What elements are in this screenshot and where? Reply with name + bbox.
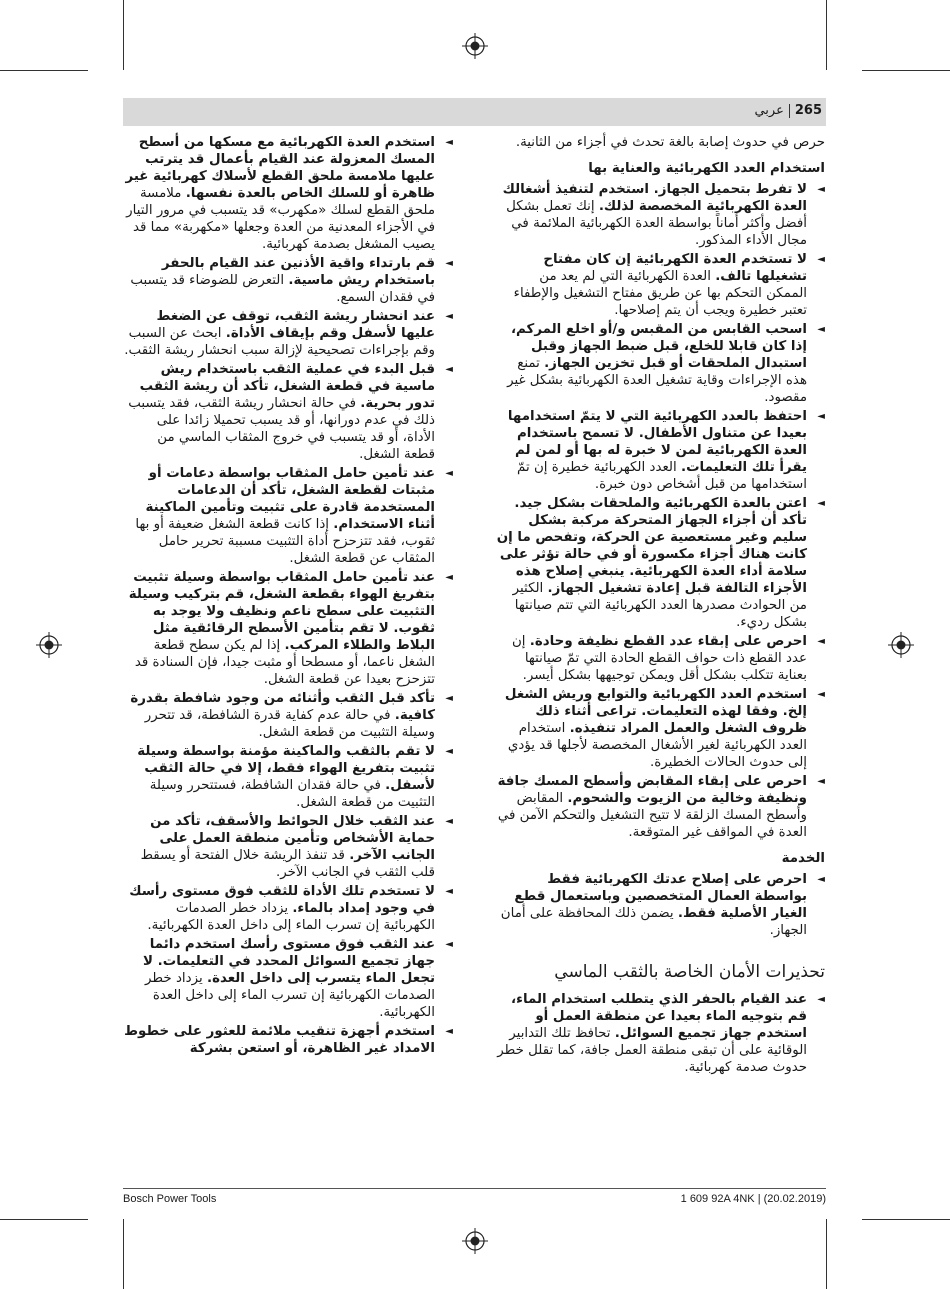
- right-column: [495, 134, 825, 1078]
- crop-mark-top-h-left: [0, 70, 88, 71]
- list-item: [123, 1023, 453, 1057]
- footer-doc-code: 1 609 92A 4NK | (20.02.2019): [680, 1193, 826, 1205]
- item-warning-bold: احرص على إبقاء المقابض وأسطح المسك جافة ونظيفة وخالية من الزيوت والشحوم.: [497, 774, 807, 806]
- registration-mark-top-icon: [462, 33, 488, 59]
- item-explanation: تحافظ تلك التدابير الوقائية على أن تبقى منطقة العمل جافة، كما تقلل خطر حدوث صدمة كهربائية.: [497, 1026, 807, 1075]
- list-item: [495, 495, 825, 631]
- item-explanation: العدة الكهربائية التي لم يعد من الممكن التحكم بها عن طريق مفتاح التشغيل والإطفاء تعتبر خطيرة ويجب أن يتم إصلاحها.: [513, 269, 807, 318]
- item-explanation: في حالة فقدان الشافطة، فستتحرر وسيلة التثبيت من قطعة الشغل.: [149, 778, 435, 810]
- item-warning-bold: استخدم العدد الكهربائية والتوابع وريش الشغل إلخ. وفقا لهذه التعليمات. تراعى أثناء ذلك ظروف الشغل والعمل المراد تنفيذه.: [504, 687, 807, 736]
- item-explanation: يزداد خطر الصدمات الكهربائية إن تسرب الماء إلى داخل العدة الكهربائية.: [145, 971, 435, 1020]
- item-warning-bold: عند تأمين حامل المثقاب بواسطة وسيلة تثبيت بتفريغ الهواء بقطعة الشغل، قم بتركيب وسيلة التثبيت على سطح ناعم ونظيف ولا يوجد به ثقوب. لا تقم بتأمين الأسطح الرقائقية مثل البلاط والطلاء المركب.: [128, 570, 435, 653]
- list-item: [495, 251, 825, 319]
- item-warning-bold: لا تقم بالثقب والماكينة مؤمنة بواسطة وسيلة تثبيت بتفريغ الهواء فقط، إلا في حالة الثقب لأسفل.: [137, 744, 435, 793]
- list-item: [495, 871, 825, 939]
- item-explanation: يضمن ذلك المحافظة على أمان الجهاز.: [500, 906, 807, 938]
- item-explanation: المقابض وأسطح المسك الزلقة لا تتيح التشغيل والتحكم الآمن في العدة في المواقف غير المتوقعة.: [497, 791, 807, 840]
- crop-mark-bottom-h-left: [0, 1219, 88, 1220]
- list-item: [495, 686, 825, 771]
- item-warning-bold: احرص على إصلاح عدتك الكهربائية فقط بواسطة العمال المتخصصين وباستعمال قطع الغيار الأصلية فقط.: [514, 872, 807, 921]
- left-column: [123, 134, 453, 1059]
- header-language: عربي: [754, 103, 784, 118]
- item-explanation: يزداد خطر الصدمات الكهربائية إن تسرب الماء إلى داخل العدة الكهربائية.: [147, 901, 435, 933]
- item-warning-bold: عند الثقب فوق مستوى رأسك استخدم دائما جهاز تجميع السوائل المحدد في التعليمات. لا تجعل الماء يتسرب إلى داخل العدة.: [143, 937, 435, 986]
- item-warning-bold: عند القيام بالحفر الذي يتطلب استخدام الماء، قم بتوجيه الماء بعيدا عن منطقة العمل أو استخدم جهاز تجميع السوائل.: [511, 992, 807, 1041]
- item-warning-bold: عند تأمين حامل المثقاب بواسطة دعامات أو مثبتات لقطعة الشغل، تأكد أن الدعامات المستخدمة قادرة على تثبيت وتأمين الماكينة أثناء الاستخدام.: [145, 466, 435, 532]
- item-explanation: تمنع هذه الإجراءات وقاية تشغيل العدة الكهربائية بشكل غير مقصود.: [507, 356, 807, 405]
- item-warning-bold: لا تستخدم العدة الكهربائية إن كان مفتاح تشغيلها تالف.: [543, 252, 807, 284]
- list-item: [123, 690, 453, 741]
- list-item: [495, 321, 825, 406]
- item-explanation: إن عدد القطع ذات حواف القطع الحادة التي تمّ صيانتها بعناية تتكلب بشكل أقل ويمكن توجيهها بشكل أيسر.: [511, 634, 807, 683]
- item-explanation: استخدام العدد الكهربائية لغير الأشغال المخصصة لأجلها قد يؤدي إلى حدوث الحالات الخطيرة.: [507, 721, 807, 770]
- diamond-items-list: [495, 991, 825, 1076]
- crop-mark-top-right: [826, 0, 827, 70]
- service-items-list: [495, 871, 825, 939]
- item-explanation: ملامسة ملحق القطع لسلك «مكهرب» قد يتسبب في مرور التيار في الأجزاء المعدنية من العدة وجعلها «مكهربة» مما قد يصيب المشغل بصدمة كهربائية.: [126, 186, 435, 252]
- list-item: [123, 308, 453, 359]
- page-header: [754, 103, 822, 118]
- list-item: [495, 991, 825, 1076]
- list-item: [123, 569, 453, 688]
- page-header-bar: [123, 98, 826, 126]
- item-warning-bold: استخدم أجهزة تنقيب ملائمة للعثور على خطوط الامداد غير الظاهرة، أو استعن بشركة: [124, 1024, 435, 1056]
- item-warning-bold: عند انحشار ريشة الثقب، توقف عن الضغط عليها لأسفل وقم بإيقاف الأداة.: [156, 309, 435, 341]
- item-explanation: إذا لم يكن سطح قطعة الشغل ناعما، أو مسطحا أو مثبت جيدا، فإن السنادة قد تتزحزح بعيدا عن قطعة الشغل.: [134, 638, 435, 687]
- diamond-drilling-heading: تحذيرات الأمان الخاصة بالثقب الماسي: [554, 962, 825, 982]
- item-warning-bold: احرص على إبقاء عدد القطع نظيفة وحادة.: [529, 634, 807, 649]
- crop-mark-top-left: [123, 0, 124, 70]
- footer-brand: Bosch Power Tools: [123, 1193, 217, 1205]
- list-item: [123, 134, 453, 253]
- item-warning-bold: احتفظ بالعدد الكهربائية التي لا يتمّ استخدامها بعيدا عن متناول الأطفال. لا تسمح باستخدام العدة الكهربائية لمن لا خبرة له بها أو لمن لم يقرأ تلك التعليمات.: [507, 409, 807, 475]
- list-item: [123, 255, 453, 306]
- item-explanation: العدد الكهربائية خطيرة إن تمّ استخدامها من قبل أشخاص دون خبرة.: [517, 460, 807, 492]
- footer-divider: [123, 1188, 826, 1189]
- crop-mark-bottom-h-right: [862, 1219, 950, 1220]
- item-explanation: إنك تعمل بشكل أفضل وأكثر أماناً بواسطة العدة الكهربائية الملائمة في مجال الأداء المذكور.: [506, 199, 807, 248]
- item-warning-bold: عند الثقب خلال الحوائط والأسقف، تأكد من حماية الأشخاص وتأمين منطقة العمل على الجانب الآخر.: [150, 814, 435, 863]
- list-item: [123, 361, 453, 463]
- list-item: [495, 773, 825, 841]
- crop-mark-bottom-right: [826, 1219, 827, 1289]
- item-explanation: ابحث عن السبب وقم بإجراءات تصحيحية لإزالة سبب انحشار ريشة الثقب.: [124, 326, 435, 358]
- list-item: [123, 883, 453, 934]
- list-item: [123, 743, 453, 811]
- item-warning-bold: قبل البدء في عملية الثقب باستخدام ريش ماسية في قطعة الشغل، تأكد أن ريشة الثقب تدور بحرية.: [139, 362, 435, 411]
- item-explanation: في حالة انحشار ريشة الثقب، فقد يتسبب ذلك في عدم دورانها، أو قد يسبب تحميلا زائدا على الأداة، أو قد يتسبب في خروج المثقاب الماسي من قطعة الشغل.: [128, 396, 435, 462]
- item-warning-bold: لا تفرط بتحميل الجهاز. استخدم لتنفيذ أشغالك العدة الكهربائية المخصصة لذلك.: [502, 182, 807, 214]
- item-warning-bold: اسحب القابس من المقبس و/أو اخلع المركم، إذا كان قابلا للخلع، قبل ضبط الجهاز وقبل استبدال الملحقات أو قبل تخزين الجهاز.: [510, 322, 807, 371]
- item-explanation: التعرض للضوضاء قد يتسبب في فقدان السمع.: [130, 273, 435, 305]
- item-warning-bold: لا تستخدم تلك الأداة للثقب فوق مستوى رأسك في وجود إمداد بالماء.: [129, 884, 435, 916]
- list-item: [123, 936, 453, 1021]
- page-number: 265: [794, 103, 822, 118]
- item-explanation: إذا كانت قطعة الشغل ضعيفة أو بها ثقوب، فقد تتزحزح أداة التثبيت مسببة تحرير حامل المثقاب عن قطعة الشغل.: [135, 517, 435, 566]
- registration-mark-left-icon: [36, 632, 62, 658]
- list-item: [123, 813, 453, 881]
- crop-mark-bottom-left: [123, 1219, 124, 1289]
- list-item: [495, 408, 825, 493]
- section-heading-use: استخدام العدد الكهربائية والعناية بها: [588, 161, 825, 176]
- registration-mark-bottom-icon: [462, 1228, 488, 1254]
- list-item: [495, 181, 825, 249]
- list-item: [495, 633, 825, 684]
- item-warning-bold: استخدم العدة الكهربائية مع مسكها من أسطح المسك المعزولة عند القيام بأعمال قد يترتب عليها ملامسة ملحق القطع لأسلاك كهربائية غير ظاهرة أو للسلك الخاص بالعدة نفسها.: [125, 135, 435, 201]
- item-warning-bold: تأكد قبل الثقب وأثنائه من وجود شافطة بقدرة كافية.: [130, 691, 435, 723]
- left-items-list: [123, 134, 453, 1057]
- crop-mark-top-h-right: [862, 70, 950, 71]
- registration-mark-right-icon: [888, 632, 914, 658]
- use-items-list: [495, 181, 825, 841]
- item-explanation: قد تنفذ الريشة خلال الفتحة أو يسقط قلب الثقب في الجانب الآخر.: [140, 848, 435, 880]
- section-heading-service: الخدمة: [781, 851, 825, 866]
- intro-paragraph: حرص في حدوث إصابة بالغة تحدث في أجزاء من الثانية.: [515, 135, 825, 150]
- item-explanation: الكثير من الحوادث مصدرها العدد الكهربائية التي تتم صيانتها بشكل رديء.: [512, 581, 807, 630]
- list-item: [123, 465, 453, 567]
- item-warning-bold: اعتن بالعدة الكهربائية والملحقات بشكل جيد. تأكد أن أجزاء الجهاز المتحركة مركبة بشكل سليم وغير مستعصية عن الحركة، وتفحص ما إن كانت هناك أجزاء مكسورة أو في حالة تؤثر على سلامة أداء العدة الكهربائية. ينبغي إصلاح هذه الأجزاء التالفة قبل إعادة تشغيل الجهاز.: [496, 496, 807, 596]
- item-explanation: في حالة عدم كفاية قدرة الشافطة، قد تتحرر وسيلة التثبيت من قطعة الشغل.: [144, 708, 435, 740]
- item-warning-bold: قم بارتداء واقية الأذنين عند القيام بالحفر باستخدام ريش ماسية.: [161, 256, 435, 288]
